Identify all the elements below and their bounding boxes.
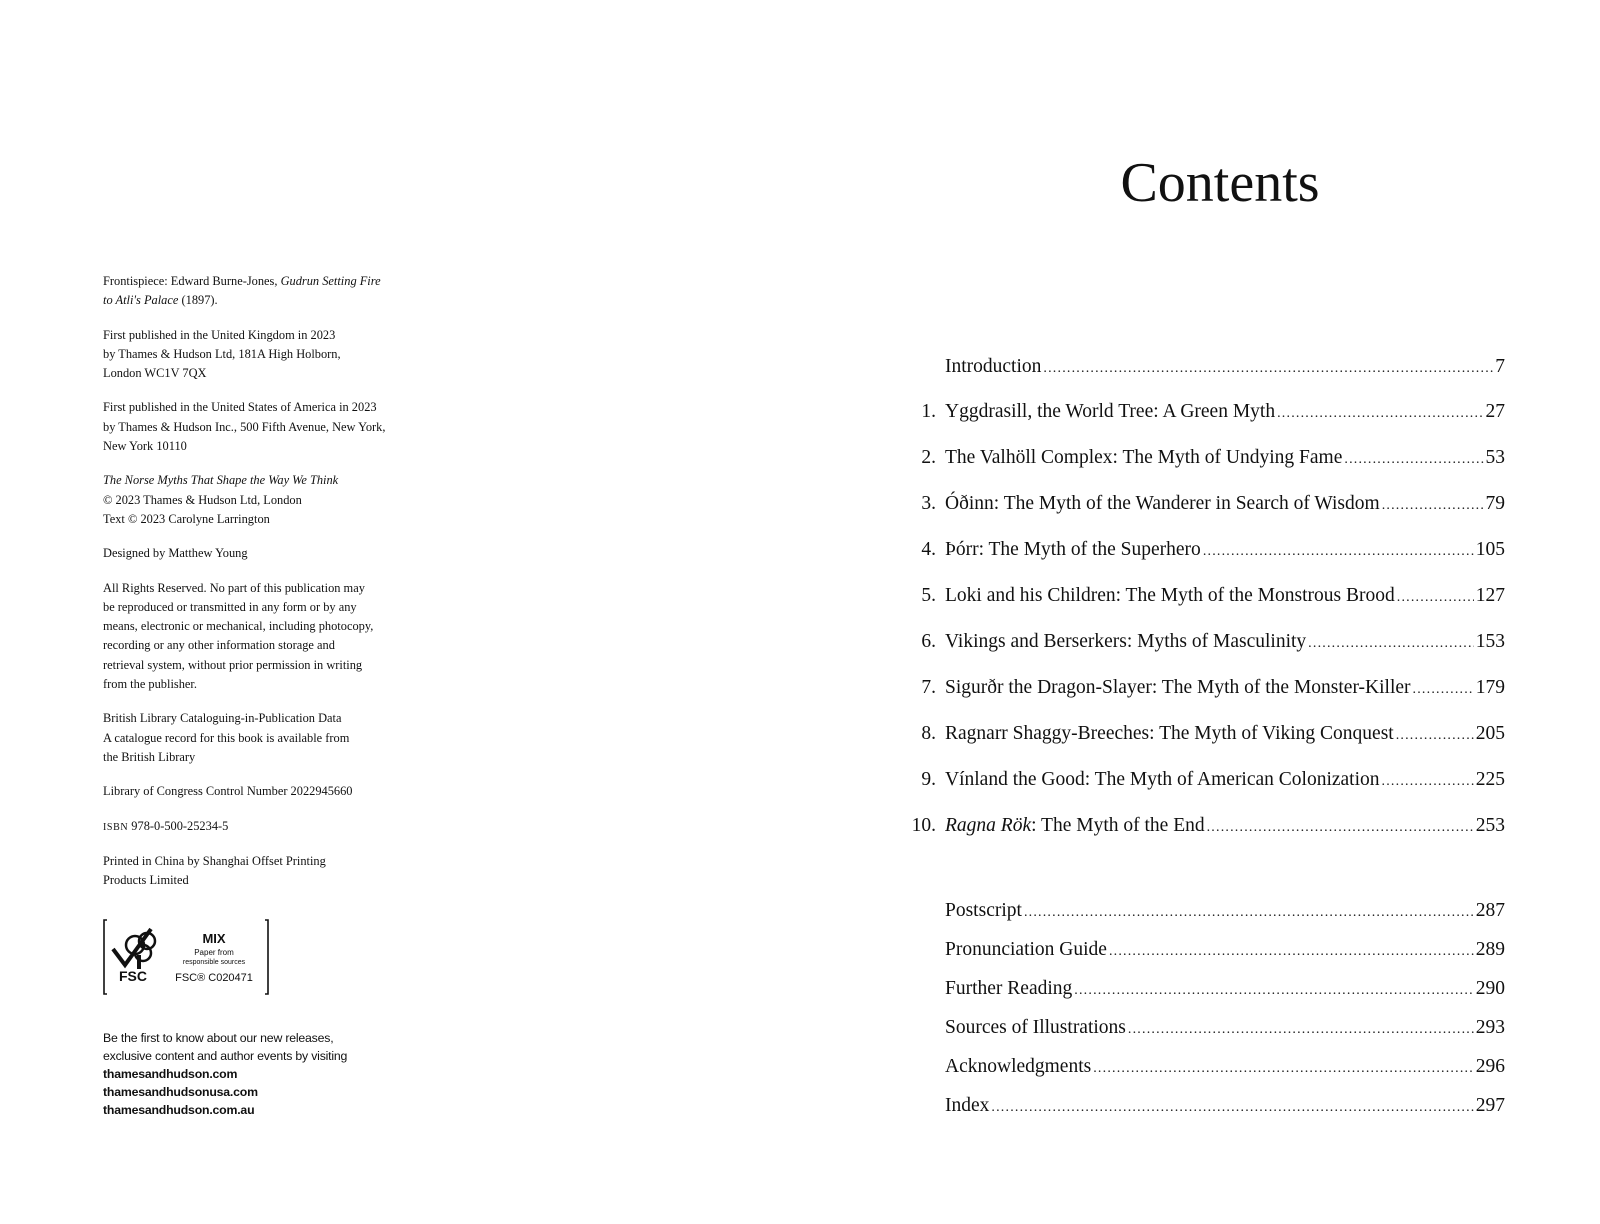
dot-leader: [1344, 447, 1483, 473]
dot-leader: [1207, 815, 1474, 841]
toc-entry: [880, 813, 1505, 839]
us-publication-line: First published in the United States of America in 2023: [103, 400, 377, 415]
us-publication: [103, 398, 433, 456]
copyright-line: Text © 2023 Carolyne Larrington: [103, 511, 270, 526]
page-number: 53: [1485, 447, 1505, 468]
dot-leader: [1109, 939, 1474, 965]
promo-line: exclusive content and author events by visiting: [103, 1049, 348, 1064]
frontispiece-prefix: Frontispiece: Edward Burne-Jones,: [103, 274, 278, 288]
uk-publication-line: by Thames & Hudson Ltd, 181A High Holborn,: [103, 346, 341, 361]
uk-publication-line: First published in the United Kingdom in 2023: [103, 327, 336, 342]
dot-leader: [1203, 539, 1474, 565]
copyright-block: [103, 471, 433, 529]
toc-entry: [880, 537, 1505, 563]
chapter-number: 3.: [921, 493, 936, 514]
dot-leader: [1043, 356, 1493, 382]
section-title: Acknowledgments: [945, 1056, 1092, 1077]
toc-entry: [880, 491, 1505, 517]
dot-leader: [1074, 978, 1473, 1004]
section-title: Postscript: [945, 900, 1022, 921]
chapter-title: Óðinn: The Myth of the Wanderer in Search of Wisdom: [945, 493, 1380, 514]
page-number: 297: [1475, 1095, 1505, 1116]
printer-credit: [103, 852, 433, 891]
chapter-number: 10.: [911, 815, 936, 836]
website-link[interactable]: thamesandhudson.com.au: [103, 1103, 255, 1118]
rights-line: be reproduced or transmitted in any form or by any: [103, 599, 357, 614]
section-title: Index: [945, 1095, 990, 1116]
rights-line: retrieval system, without prior permission in writing: [103, 657, 363, 672]
fsc-tree-check-icon: [103, 919, 269, 995]
british-library-line: the British Library: [103, 749, 196, 764]
book-title: The Norse Myths That Shape the Way We Think: [103, 473, 339, 488]
toc-entry: [880, 583, 1505, 609]
page-number: 253: [1475, 815, 1505, 836]
frontispiece-credit: [103, 272, 433, 311]
page-number: 290: [1475, 978, 1505, 999]
dot-leader: [1413, 677, 1474, 703]
us-publication-line: by Thames & Hudson Inc., 500 Fifth Avenue, New York,: [103, 419, 386, 434]
loc-line: Library of Congress Control Number 2022945660: [103, 784, 353, 799]
toc-entry: [880, 675, 1505, 701]
back-matter-entry: [880, 1093, 1505, 1119]
british-library-line: British Library Cataloguing-in-Publication Data: [103, 711, 342, 726]
chapter-title: Yggdrasill, the World Tree: A Green Myth: [945, 401, 1276, 422]
designer-line: Designed by Matthew Young: [103, 546, 248, 561]
toc-entry: [880, 445, 1505, 471]
loc-control-number: [103, 782, 433, 801]
chapter-number: 1.: [921, 401, 936, 422]
section-title: Further Reading: [945, 978, 1073, 999]
artwork-title-part1: Gudrun Setting Fire: [280, 274, 381, 288]
rights-line: means, electronic or mechanical, including photocopy,: [103, 619, 374, 634]
page-number: 153: [1475, 631, 1505, 652]
promo-line: Be the first to know about our new releases,: [103, 1031, 334, 1046]
section-title: Sources of Illustrations: [945, 1017, 1126, 1038]
printer-line: Printed in China by Shanghai Offset Printing: [103, 853, 326, 868]
fsc-logo: [103, 919, 269, 995]
page-number: 293: [1475, 1017, 1505, 1038]
dot-leader: [1397, 585, 1474, 611]
dot-leader: [1308, 631, 1474, 657]
chapter-title: Introduction: [945, 356, 1042, 377]
rights-notice: [103, 579, 433, 695]
toc-entry: [880, 721, 1505, 747]
toc-entry: [880, 399, 1505, 425]
isbn-number: 978-0-500-25234-5: [131, 818, 229, 833]
page-number: 27: [1485, 401, 1505, 422]
chapter-title: : The Myth of the End: [1031, 815, 1205, 836]
back-matter-entry: [880, 1015, 1505, 1041]
fsc-mix-label: MIX: [202, 931, 226, 947]
dot-leader: [991, 1095, 1473, 1121]
rights-line: from the publisher.: [103, 677, 197, 692]
back-matter-entry: [880, 898, 1505, 924]
page-number: 289: [1475, 939, 1505, 960]
chapter-number: 9.: [921, 769, 936, 790]
page-number: 7: [1495, 356, 1505, 377]
chapter-number: 5.: [921, 585, 936, 606]
fsc-responsible-sources: responsible sources: [182, 959, 246, 967]
british-library-line: A catalogue record for this book is available from: [103, 730, 350, 745]
chapter-title: Vikings and Berserkers: Myths of Masculinity: [945, 631, 1307, 652]
chapter-title: Vínland the Good: The Myth of American Colonization: [945, 769, 1380, 790]
page-number: 205: [1475, 723, 1505, 744]
website-link[interactable]: thamesandhudsonusa.com: [103, 1085, 258, 1100]
uk-publication: [103, 326, 433, 384]
fsc-wordmark: FSC: [119, 968, 147, 985]
dot-leader: [1382, 769, 1474, 795]
chapter-title: Loki and his Children: The Myth of the Monstrous Brood: [945, 585, 1395, 606]
publisher-promo: [103, 1029, 433, 1119]
chapter-number: 8.: [921, 723, 936, 744]
chapter-number: 7.: [921, 677, 936, 698]
us-publication-line: New York 10110: [103, 439, 187, 454]
designer-credit: [103, 544, 433, 563]
dot-leader: [1277, 401, 1483, 427]
page-number: 179: [1475, 677, 1505, 698]
page-number: 296: [1475, 1056, 1505, 1077]
chapter-number: 2.: [921, 447, 936, 468]
section-title: Pronunciation Guide: [945, 939, 1107, 960]
printer-line: Products Limited: [103, 873, 189, 888]
chapter-number: 6.: [921, 631, 936, 652]
chapter-title: Ragnarr Shaggy-Breeches: The Myth of Viking Conquest: [945, 723, 1394, 744]
chapter-title: The Valhöll Complex: The Myth of Undying Fame: [945, 447, 1343, 468]
chapter-title-italic: Ragna Rök: [945, 815, 1032, 836]
back-matter-entry: [880, 1054, 1505, 1080]
british-library-data: [103, 709, 433, 767]
artwork-date: (1897).: [181, 293, 218, 308]
rights-line: All Rights Reserved. No part of this publication may: [103, 580, 365, 595]
chapter-number: 4.: [921, 539, 936, 560]
dot-leader: [1396, 723, 1474, 749]
page-number: 105: [1475, 539, 1505, 560]
website-link[interactable]: thamesandhudson.com: [103, 1067, 238, 1082]
back-matter-entry: [880, 937, 1505, 963]
isbn: [103, 817, 433, 837]
chapter-title: Sigurðr the Dragon-Slayer: The Myth of the Monster-Killer: [945, 677, 1411, 698]
dot-leader: [1128, 1017, 1474, 1043]
isbn-label: ISBN: [103, 821, 129, 833]
dot-leader: [1093, 1056, 1474, 1082]
toc-entry: [880, 354, 1505, 380]
page-number: 287: [1475, 900, 1505, 921]
dot-leader: [1382, 493, 1484, 519]
back-matter-entry: [880, 976, 1505, 1002]
chapter-title: Þórr: The Myth of the Superhero: [945, 539, 1201, 560]
page-number: 225: [1475, 769, 1505, 790]
page-number: 79: [1485, 493, 1505, 514]
page-title: Contents: [1120, 152, 1320, 214]
fsc-paper-from: Paper from: [194, 948, 234, 958]
toc-entry: [880, 629, 1505, 655]
colophon: [103, 272, 433, 1119]
dot-leader: [1024, 900, 1474, 926]
artwork-title-part2: to Atli's Palace: [103, 293, 179, 308]
rights-line: recording or any other information storage and: [103, 638, 335, 653]
fsc-license-code: FSC® C020471: [175, 972, 253, 985]
uk-publication-line: London WC1V 7QX: [103, 366, 207, 381]
copyright-line: © 2023 Thames & Hudson Ltd, London: [103, 492, 302, 507]
toc-entry: [880, 767, 1505, 793]
page-number: 127: [1475, 585, 1505, 606]
